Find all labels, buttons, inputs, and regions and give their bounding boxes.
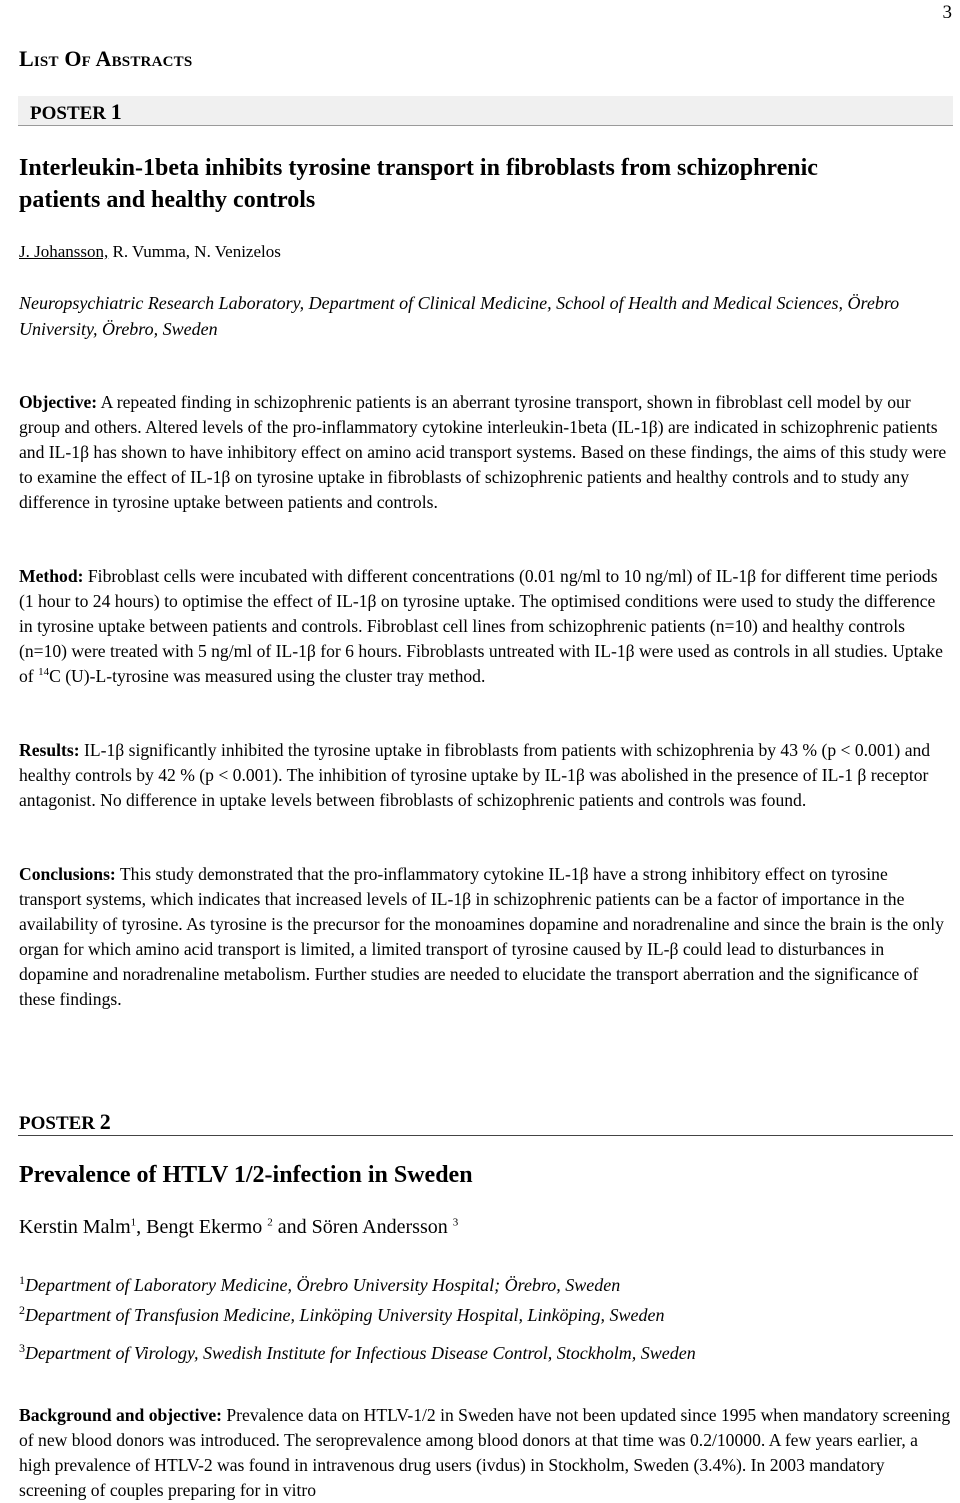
poster-2-author-3: and Sören Andersson [272,1216,453,1238]
author-2-superscript: 2 [267,1216,273,1229]
affiliation-3 [19,1336,696,1366]
poster-2-author-2: , Bengt Ekermo [136,1216,268,1238]
poster-1-objective [19,390,952,515]
affiliation-2-superscript: 2 [19,1303,25,1317]
affiliation-1 [19,1268,696,1298]
objective-text-b: Altered levels of the pro-inflammatory cytokine interleukin-1beta (IL-1β) are indicated in schizophrenic patients and IL-1β has shown to have inhibitory effect on amino acid transport systems. [19,417,938,462]
author-3-superscript: 3 [452,1216,459,1229]
background-label: Background and objective: [19,1405,222,1425]
poster-1-title-line-1: Interleukin-1beta inhibits tyrosine transport in fibroblasts from schizophrenic [19,155,818,181]
poster-2-number: 2 [99,1109,111,1134]
method-label: Method: [19,566,84,586]
background-text: Prevalence data on HTLV-1/2 in Sweden have not been updated since 1995 when mandatory screening of new blood donors was introduced. The seroprevalence among blood donors at that time was 0.2/10000. A few years earlier, a high prevalence of HTLV-2 was found in intravenous drug users (ivdus) in Stockholm, Sweden (3.4%). In 2003 mandatory screening of couples preparing for in vitro [19,1405,951,1500]
author-1-superscript: 1 [130,1216,137,1229]
affiliation-1-superscript: 1 [19,1273,25,1287]
affiliation-3-superscript: 3 [19,1341,25,1355]
poster-2-affiliations [19,1268,696,1366]
poster-2-header [18,1106,953,1136]
results-label: Results: [19,740,80,760]
poster-1-label: POSTER [30,103,107,124]
poster-1-affiliation: Neuropsychiatric Research Laboratory, Department of Clinical Medicine, School of Health and Medical Sciences, Örebro University, Örebro, Sweden [19,293,900,339]
poster-2-title: Prevalence of HTLV 1/2-infection in Sweden [19,1162,473,1188]
poster-2-background [19,1403,952,1503]
objective-text-a: A repeated finding in schizophrenic patients is an aberrant tyrosine transport, shown in fibroblast cell model by our group and others. [19,392,911,437]
document-heading: List Of Abstracts [19,46,193,71]
method-text-a: Fibroblast cells were incubated with different concentrations (0.01 ng/ml to 10 ng/ml) of IL-1β for different time periods (1 hour to 24 hours) to optimise the effect of IL-1β on tyrosine uptake. The optimised conditions were used to study the difference in tyrosine uptake between patients and controls. Fibroblast cell lines from schizophrenic patients (n=10) and healthy controls (n=10) were treated with 5 ng/ml of IL-1β for 6 hours. Fibroblasts untreated with IL-1β were used as controls in all studies. Uptake of [19,566,943,686]
results-text: IL-1β significantly inhibited the tyrosine uptake in fibroblasts from patients with schizophrenia by 43 % (p < 0.001) and healthy controls by 42 % (p < 0.001). The inhibition of tyrosine uptake by IL-1β was abolished in the presence of IL-1 β receptor antagonist. No difference in uptake levels between fibroblasts of schizophrenic patients and controls was found. [19,740,931,810]
affiliation-2-text: Department of Transfusion Medicine, Linköping University Hospital, Linköping, Sweden [25,1305,665,1325]
method-superscript: 14 [38,666,50,679]
poster-2-authors [19,1216,458,1239]
method-text-b: C (U)-L-tyrosine was measured using the cluster tray method. [49,666,486,686]
conclusions-text: This study demonstrated that the pro-inflammatory cytokine IL-1β have a strong inhibitory effect on tyrosine transport systems, which indicates that increased levels of IL-1β in schizophrenic patients can be a factor of importance in the availability of tyrosine. As tyrosine is the precursor for the monoamines dopamine and noradrenaline and since the brain is the only organ for which amino acid transport is limited, a limited transport of tyrosine caused by IL-β could lead to disturbances in dopamine and noradrenaline metabolism. Further studies are needed to elucidate the transport aberration and the significance of these findings. [19,864,944,1009]
poster-1-header [18,96,953,126]
poster-1-presenting-author: J. Johansson, [19,242,109,261]
affiliation-2 [19,1298,696,1328]
objective-text-c: Based on these findings, the aims of this study were to examine the effect of IL-1β on tyrosine uptake in fibroblasts of schizophrenic patients and healthy controls and to study any difference in tyrosine uptake between patients and controls. [19,442,947,512]
poster-1-number: 1 [110,99,122,124]
poster-2-label: POSTER [19,1113,96,1134]
objective-label: Objective: [19,392,98,412]
conclusions-label: Conclusions: [19,864,116,884]
poster-1-method [19,564,952,689]
poster-1-title [19,152,818,216]
poster-1-results [19,738,952,813]
poster-1-title-line-2: patients and healthy controls [19,187,316,213]
poster-2-author-1: Kerstin Malm [19,1216,131,1238]
affiliation-1-text: Department of Laboratory Medicine, Örebro University Hospital; Örebro, Sweden [25,1275,621,1295]
page-number: 3 [942,2,952,23]
poster-1-conclusions [19,862,952,1012]
affiliation-3-text: Department of Virology, Swedish Institute for Infectious Disease Control, Stockholm, Sweden [25,1343,696,1363]
poster-1-authors [19,242,281,262]
poster-1-coauthors: R. Vumma, N. Venizelos [108,242,281,261]
